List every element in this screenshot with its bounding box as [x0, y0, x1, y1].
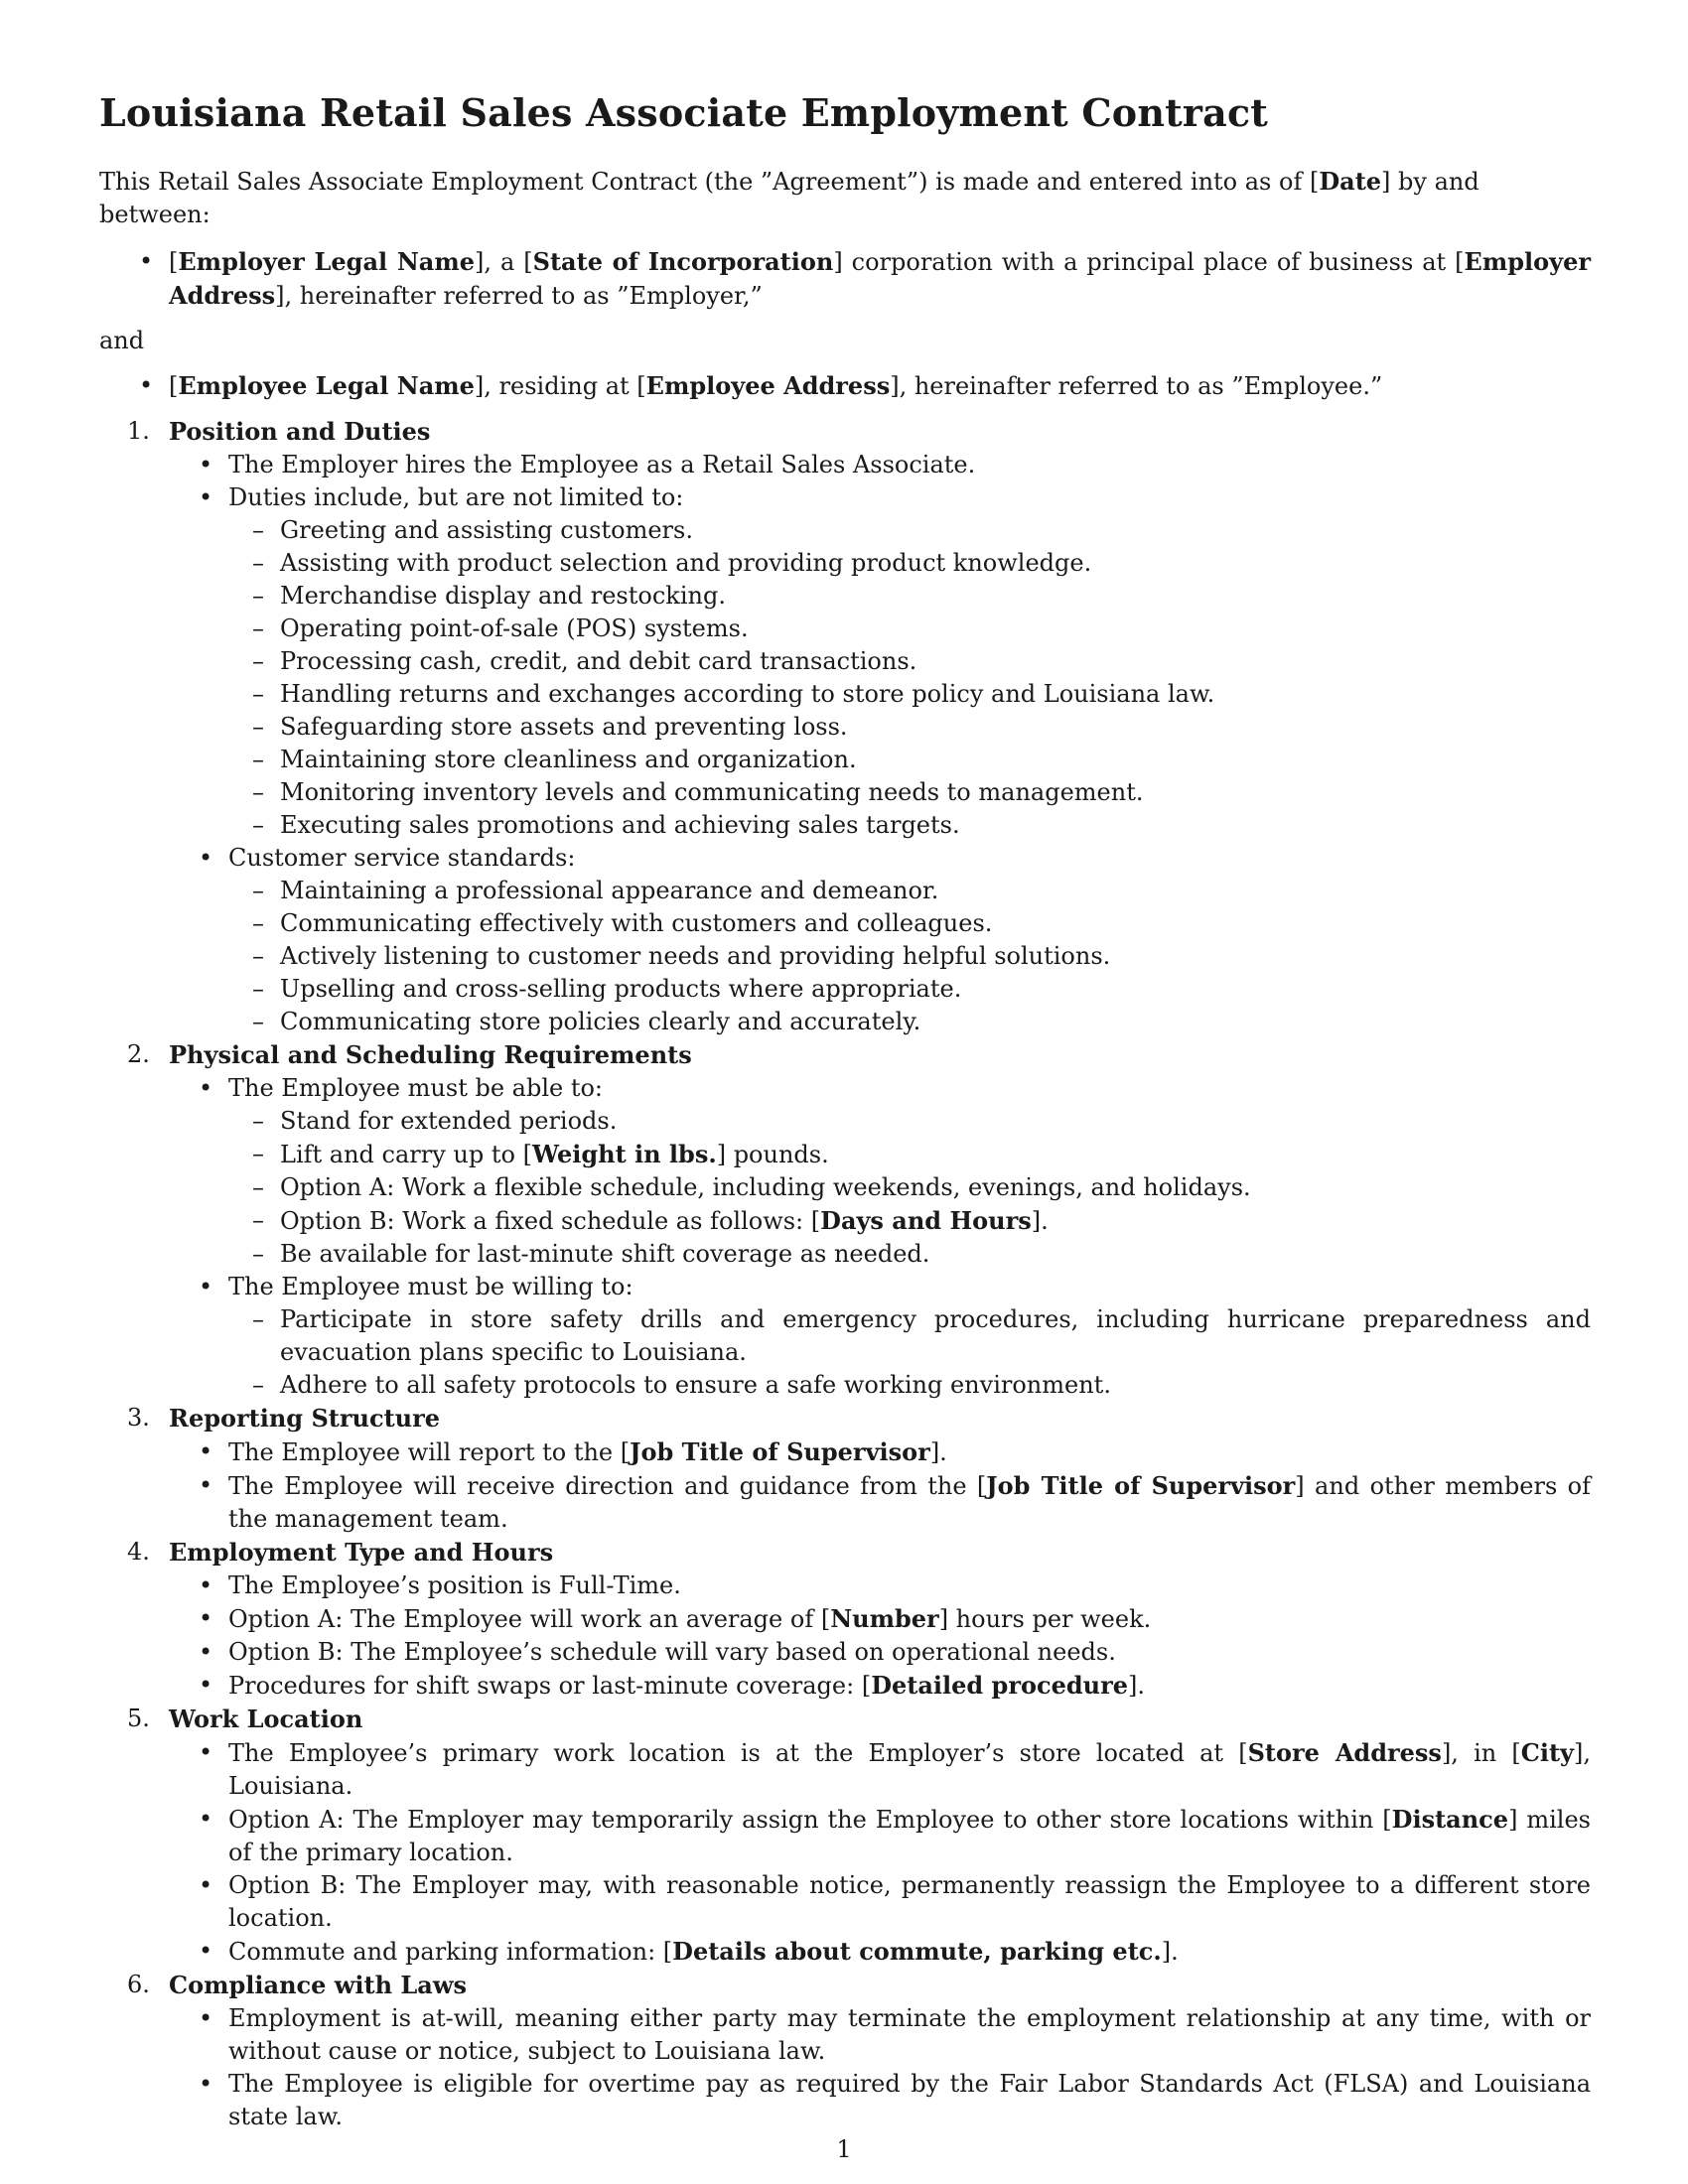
list-item: • Option A: The Employer may temporarily assign the Employee to other store locations within [Distance] miles of the primary location. — [99, 1803, 1591, 1869]
employer-name-placeholder: Employer Legal Name — [178, 247, 475, 276]
list-item: • The Employee will report to the [Job Title of Supervisor]. — [99, 1435, 1591, 1469]
requirement-item: – Option A: Work a flexible schedule, including weekends, evenings, and holidays. — [99, 1171, 1591, 1204]
intro-paragraph — [99, 165, 1591, 231]
page-number: 1 — [836, 2135, 852, 2163]
list-item: • The Employee’s primary work location is at the Employer’s store located at [Store Address], in [City], Louisiana. — [99, 1736, 1591, 1803]
list-item: • Option B: The Employer may, with reasonable notice, permanently reassign the Employee to a different store location. — [99, 1869, 1591, 1935]
standard-item: – Actively listening to customer needs and providing helpful solutions. — [99, 940, 1591, 973]
procedure-placeholder: Detailed procedure — [871, 1671, 1129, 1700]
list-item: • The Employee is eligible for overtime pay as required by the Fair Labor Standards Act (FLSA) and Louisiana state law. — [99, 2068, 1591, 2133]
requirement-item: – Option B: Work a fixed schedule as follows: [Days and Hours]. — [99, 1204, 1591, 1238]
section-work-location — [99, 1703, 1591, 1969]
supervisor-placeholder: Job Title of Supervisor — [630, 1437, 930, 1466]
and-text: and — [99, 327, 145, 354]
section-heading: 1. Position and Duties — [127, 417, 431, 446]
requirement-item: – Stand for extended periods. — [99, 1105, 1591, 1138]
list-item: • Procedures for shift swaps or last-minute coverage: [Detailed procedure]. — [99, 1669, 1591, 1703]
standard-item: – Communicating store policies clearly and accurately. — [99, 1006, 1591, 1038]
employer-party: • [Employer Legal Name], a [State of Incorporation] corporation with a principal place of business at [Employer Address], hereinafter referred to as ”Employer,” — [99, 245, 1591, 313]
intro-text-end: ] by and between: — [99, 168, 1479, 228]
duty-item: – Maintaining store cleanliness and organization. — [99, 744, 1591, 776]
list-item: • The Employee’s position is Full-Time. — [99, 1570, 1591, 1602]
state-placeholder: State of Incorporation — [532, 247, 834, 276]
employee-address-placeholder: Employee Address — [645, 371, 891, 400]
employee-party-list — [99, 369, 1591, 403]
section-heading: 3. Reporting Structure — [127, 1404, 441, 1433]
document-title: Louisiana Retail Sales Associate Employment Contract — [99, 90, 1269, 135]
duty-item: – Monitoring inventory levels and communicating needs to management. — [99, 776, 1591, 809]
standard-item: – Maintaining a professional appearance and demeanor. — [99, 875, 1591, 907]
distance-placeholder: Distance — [1391, 1805, 1509, 1834]
section-compliance-laws — [99, 1969, 1591, 2133]
list-item: • The Employee must be able to: – Stand for extended periods. – Lift and carry up to [Weight in lbs.] pounds. – Option A: Work a flexible schedule, including weekends, evenings, and holidays. – Option B: Work a fixed schedule as follows: [Days and Hours]. – Be available for last-minute shift coverage as needed. — [99, 1072, 1591, 1271]
hours-number-placeholder: Number — [830, 1604, 939, 1633]
list-item: • Option B: The Employee’s schedule will vary based on operational needs. — [99, 1636, 1591, 1669]
duty-item: – Greeting and assisting customers. — [99, 514, 1591, 547]
list-item: • The Employee will receive direction and guidance from the [Job Title of Supervisor] and other members of the management team. — [99, 1469, 1591, 1536]
list-item: • Duties include, but are not limited to: – Greeting and assisting customers. – Assisting with product selection and providing product knowledge. – Merchandise display and restocking. – Operating point-of-sale (POS) systems. – Processing cash, credit, and debit card transactions. – Handling returns and exchanges according to store policy and Louisiana law. – Safeguarding store assets and preventing loss. – Maintaining store cleanliness and organization. – Monitoring inventory levels and communicating needs to management. – Executing sales promotions and achieving sales targets. — [99, 481, 1591, 842]
intro-text: This Retail Sales Associate Employment Contract (the ”Agreement”) is made and entered into as of [ — [99, 168, 1320, 196]
standard-item: – Upselling and cross-selling products where appropriate. — [99, 973, 1591, 1006]
standard-item: – Communicating effectively with customers and colleagues. — [99, 907, 1591, 940]
commute-placeholder: Details about commute, parking etc. — [672, 1937, 1162, 1966]
list-item: • The Employer hires the Employee as a Retail Sales Associate. — [99, 449, 1591, 481]
employer-party-list — [99, 245, 1591, 313]
list-item: • Customer service standards: – Maintaining a professional appearance and demeanor. – Communicating effectively with customers and colleagues. – Actively listening to customer needs and providing helpful solutions. – Upselling and cross-selling products where appropriate. – Communicating store policies clearly and accurately. — [99, 842, 1591, 1038]
employee-name-placeholder: Employee Legal Name — [178, 371, 475, 400]
weight-placeholder: Weight in lbs. — [531, 1140, 717, 1168]
duty-item: – Merchandise display and restocking. — [99, 580, 1591, 613]
section-heading: 2. Physical and Scheduling Requirements — [127, 1040, 692, 1069]
section-physical-scheduling — [99, 1038, 1591, 1402]
duty-item: – Executing sales promotions and achieving sales targets. — [99, 809, 1591, 842]
section-position-duties — [99, 415, 1591, 1038]
employer-address-placeholder: Employer Address — [169, 247, 1591, 310]
section-heading: 6. Compliance with Laws — [127, 1971, 468, 1999]
days-hours-placeholder: Days and Hours — [820, 1206, 1032, 1235]
requirement-item: – Lift and carry up to [Weight in lbs.] pounds. — [99, 1138, 1591, 1171]
duty-item: – Assisting with product selection and providing product knowledge. — [99, 547, 1591, 580]
list-item: • Employment is at-will, meaning either party may terminate the employment relationship at any time, with or without cause or notice, subject to Louisiana law. — [99, 2002, 1591, 2068]
employee-party: • [Employee Legal Name], residing at [Employee Address], hereinafter referred to as ”Employee.” — [99, 369, 1591, 403]
list-item: • The Employee must be willing to: – Participate in store safety drills and emergency procedures, including hurricane preparedness and evacuation plans specific to Louisiana. – Adhere to all safety protocols to ensure a safe working environment. — [99, 1271, 1591, 1402]
section-heading: 5. Work Location — [127, 1705, 363, 1733]
date-placeholder: Date — [1319, 167, 1382, 196]
requirement-item: – Participate in store safety drills and emergency procedures, including hurricane preparedness and evacuation plans specific to Louisiana. — [99, 1303, 1591, 1369]
duty-item: – Operating point-of-sale (POS) systems. — [99, 613, 1591, 645]
list-item: • Option A: The Employee will work an average of [Number] hours per week. — [99, 1602, 1591, 1636]
section-heading: 4. Employment Type and Hours — [127, 1538, 554, 1567]
contract-sections — [99, 415, 1591, 2133]
duty-item: – Handling returns and exchanges according to store policy and Louisiana law. — [99, 678, 1591, 711]
supervisor-placeholder: Job Title of Supervisor — [986, 1471, 1296, 1500]
section-employment-type-hours — [99, 1536, 1591, 1703]
requirement-item: – Be available for last-minute shift coverage as needed. — [99, 1238, 1591, 1271]
requirement-item: – Adhere to all safety protocols to ensure a safe working environment. — [99, 1369, 1591, 1402]
list-item: • Commute and parking information: [Details about commute, parking etc.]. — [99, 1935, 1591, 1969]
section-reporting-structure — [99, 1402, 1591, 1536]
store-address-placeholder: Store Address — [1247, 1738, 1442, 1767]
city-placeholder: City — [1520, 1738, 1574, 1767]
document-page — [99, 87, 1591, 2133]
duty-item: – Safeguarding store assets and preventing loss. — [99, 711, 1591, 744]
duty-item: – Processing cash, credit, and debit card transactions. — [99, 645, 1591, 678]
